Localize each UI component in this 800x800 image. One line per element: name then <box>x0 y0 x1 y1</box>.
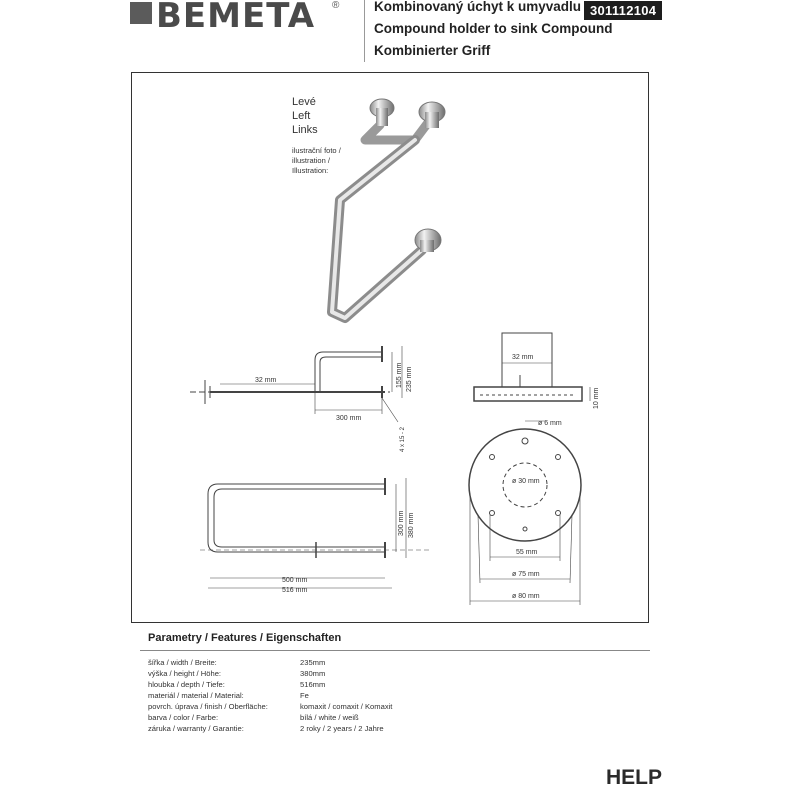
param-value: komaxit / comaxit / Komaxit <box>300 702 393 711</box>
product-code-badge: 301112104 <box>584 1 662 20</box>
dim-flange-6: ø 6 mm <box>538 420 562 427</box>
param-row-finish <box>148 702 648 713</box>
param-key: povrch. úprava / finish / Oberfläche: <box>148 702 268 711</box>
param-key: záruka / warranty / Garantie: <box>148 724 244 733</box>
param-row-color <box>148 713 648 724</box>
dim-top-500: 500 mm <box>282 577 308 584</box>
param-key: výška / height / Höhe: <box>148 669 222 678</box>
dim-side-300: 300 mm <box>336 415 362 422</box>
param-value: 235mm <box>300 658 326 667</box>
param-row-height <box>148 669 648 680</box>
dim-side-235: 235 mm <box>406 366 413 392</box>
param-key: barva / color / Farbe: <box>148 713 219 722</box>
parameters-divider <box>140 650 650 651</box>
dim-side-155: 155 mm <box>396 362 403 388</box>
dim-side-32: 32 mm <box>255 377 277 384</box>
title-line-de: Kombinierter Griff <box>374 43 491 58</box>
param-key: hloubka / depth / Tiefe: <box>148 680 225 689</box>
param-value: 2 roky / 2 years / 2 Jahre <box>300 724 384 733</box>
orientation-label-de: Links <box>292 124 318 136</box>
dim-top-516: 516 mm <box>282 587 308 594</box>
dim-flange-75: ø 75 mm <box>512 571 540 578</box>
dim-flange-55: 55 mm <box>516 549 538 556</box>
flange-front-drawing <box>460 415 600 610</box>
dim-base-32: 32 mm <box>512 354 534 361</box>
series-name: HELP <box>605 766 662 789</box>
orientation-label-cz: Levé <box>292 96 316 108</box>
product-illustration <box>310 90 470 330</box>
title-line-cz: Kombinovaný úchyt k umyvadlu <box>374 0 582 14</box>
param-value: Fe <box>300 691 309 700</box>
param-row-width <box>148 658 648 669</box>
param-key: šířka / width / Breite: <box>148 658 217 667</box>
dim-flange-30: ø 30 mm <box>512 478 540 485</box>
param-row-warranty <box>148 724 648 735</box>
side-view-drawing <box>190 340 420 460</box>
param-row-material <box>148 691 648 702</box>
param-row-depth <box>148 680 648 691</box>
orientation-label-en: Left <box>292 110 311 122</box>
title-line-en: Compound holder to sink Compound <box>374 21 613 36</box>
parameters-title: Parametry / Features / Eigenschaften <box>148 632 342 644</box>
illustration-note-de: Illustration: <box>292 166 329 175</box>
dim-base-10: 10 mm <box>593 387 600 409</box>
registered-mark: ® <box>332 0 340 11</box>
dim-side-screws: 4 x 15 - 2 <box>400 426 406 452</box>
param-value: 380mm <box>300 669 326 678</box>
top-view-drawing <box>200 470 430 600</box>
dim-top-380: 380 mm <box>408 512 415 538</box>
base-side-drawing <box>470 325 610 415</box>
param-value: 516mm <box>300 680 326 689</box>
logo-square-icon <box>130 2 152 24</box>
dim-flange-80: ø 80 mm <box>512 593 540 600</box>
param-key: materiál / material / Material: <box>148 691 244 700</box>
brand-logo: BEMETA <box>156 0 316 36</box>
illustration-note-en: illustration / <box>292 156 330 165</box>
param-value: bílá / white / weiß <box>300 713 359 722</box>
illustration-note-cz: ilustrační foto / <box>292 146 341 155</box>
header-divider <box>364 0 365 62</box>
dim-top-300: 300 mm <box>398 510 405 536</box>
